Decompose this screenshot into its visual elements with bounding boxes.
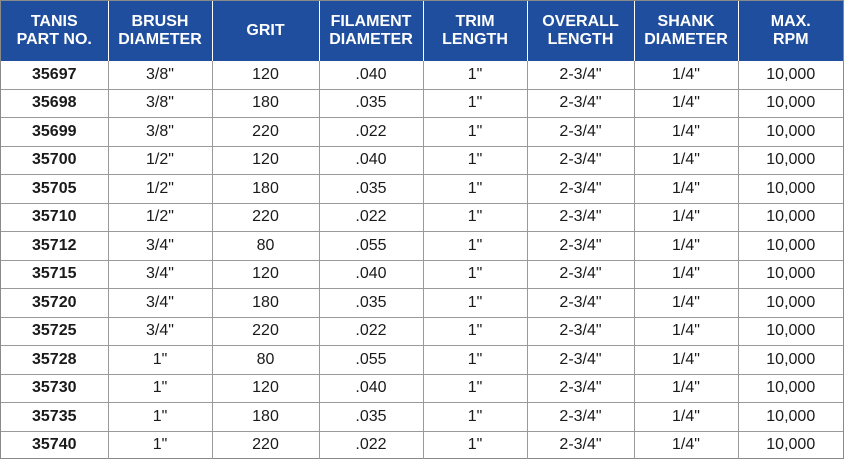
cell-brush-diameter: 1"	[108, 431, 212, 459]
header-line: MAX.	[770, 13, 811, 30]
cell-brush-diameter: 3/4"	[108, 260, 212, 289]
cell-overall-length: 2-3/4"	[527, 175, 634, 204]
cell-part-no: 35740	[1, 431, 108, 459]
table-row	[1, 289, 843, 318]
cell-trim-length: 1"	[423, 374, 527, 403]
table-row	[1, 317, 843, 346]
cell-max-rpm: 10,000	[738, 374, 843, 403]
cell-brush-diameter: 3/8"	[108, 118, 212, 147]
table-header	[1, 1, 843, 61]
cell-shank-diameter: 1/4"	[634, 260, 738, 289]
cell-grit: 120	[212, 260, 319, 289]
header-line: LENGTH	[442, 31, 508, 48]
table-row	[1, 175, 843, 204]
cell-max-rpm: 10,000	[738, 260, 843, 289]
cell-brush-diameter: 1"	[108, 374, 212, 403]
cell-filament-diameter: .035	[319, 289, 423, 318]
cell-brush-diameter: 3/4"	[108, 317, 212, 346]
cell-max-rpm: 10,000	[738, 146, 843, 175]
header-line: OVERALL	[542, 13, 619, 30]
cell-overall-length: 2-3/4"	[527, 403, 634, 432]
cell-max-rpm: 10,000	[738, 289, 843, 318]
cell-overall-length: 2-3/4"	[527, 260, 634, 289]
cell-part-no: 35705	[1, 175, 108, 204]
cell-max-rpm: 10,000	[738, 89, 843, 118]
cell-max-rpm: 10,000	[738, 346, 843, 375]
table-row	[1, 146, 843, 175]
cell-filament-diameter: .040	[319, 374, 423, 403]
cell-part-no: 35712	[1, 232, 108, 261]
cell-grit: 120	[212, 61, 319, 89]
cell-brush-diameter: 1"	[108, 346, 212, 375]
header-line: TANIS	[30, 13, 78, 30]
cell-grit: 180	[212, 89, 319, 118]
cell-max-rpm: 10,000	[738, 118, 843, 147]
cell-brush-diameter: 1/2"	[108, 203, 212, 232]
header-line: PART NO.	[16, 31, 92, 48]
cell-shank-diameter: 1/4"	[634, 89, 738, 118]
cell-shank-diameter: 1/4"	[634, 289, 738, 318]
cell-filament-diameter: .022	[319, 118, 423, 147]
cell-max-rpm: 10,000	[738, 61, 843, 89]
cell-shank-diameter: 1/4"	[634, 232, 738, 261]
cell-max-rpm: 10,000	[738, 175, 843, 204]
cell-overall-length: 2-3/4"	[527, 289, 634, 318]
table-row	[1, 89, 843, 118]
cell-filament-diameter: .022	[319, 431, 423, 459]
header-row	[1, 1, 843, 61]
header-trim-length	[423, 1, 527, 61]
cell-trim-length: 1"	[423, 403, 527, 432]
cell-filament-diameter: .055	[319, 346, 423, 375]
header-line: BRUSH	[131, 13, 189, 30]
cell-trim-length: 1"	[423, 146, 527, 175]
cell-part-no: 35720	[1, 289, 108, 318]
cell-brush-diameter: 1/2"	[108, 175, 212, 204]
cell-part-no: 35710	[1, 203, 108, 232]
cell-part-no: 35728	[1, 346, 108, 375]
cell-part-no: 35735	[1, 403, 108, 432]
header-filament-diameter	[319, 1, 423, 61]
cell-shank-diameter: 1/4"	[634, 403, 738, 432]
cell-overall-length: 2-3/4"	[527, 317, 634, 346]
cell-shank-diameter: 1/4"	[634, 317, 738, 346]
header-line: RPM	[772, 31, 809, 48]
cell-shank-diameter: 1/4"	[634, 146, 738, 175]
cell-max-rpm: 10,000	[738, 317, 843, 346]
cell-overall-length: 2-3/4"	[527, 118, 634, 147]
cell-part-no: 35725	[1, 317, 108, 346]
header-line: GRIT	[246, 22, 285, 39]
header-overall-length	[527, 1, 634, 61]
cell-overall-length: 2-3/4"	[527, 232, 634, 261]
cell-grit: 180	[212, 403, 319, 432]
cell-trim-length: 1"	[423, 317, 527, 346]
cell-part-no: 35698	[1, 89, 108, 118]
table-row	[1, 232, 843, 261]
header-line: LENGTH	[547, 31, 614, 48]
cell-overall-length: 2-3/4"	[527, 89, 634, 118]
cell-shank-diameter: 1/4"	[634, 175, 738, 204]
cell-overall-length: 2-3/4"	[527, 346, 634, 375]
cell-brush-diameter: 3/8"	[108, 89, 212, 118]
header-line: DIAMETER	[644, 31, 728, 48]
table-body	[1, 61, 843, 459]
cell-filament-diameter: .040	[319, 61, 423, 89]
cell-part-no: 35730	[1, 374, 108, 403]
cell-trim-length: 1"	[423, 61, 527, 89]
cell-shank-diameter: 1/4"	[634, 431, 738, 459]
header-brush-diameter	[108, 1, 212, 61]
cell-brush-diameter: 3/4"	[108, 232, 212, 261]
cell-filament-diameter: .022	[319, 317, 423, 346]
table-row	[1, 118, 843, 147]
header-line: DIAMETER	[118, 31, 202, 48]
cell-part-no: 35697	[1, 61, 108, 89]
cell-filament-diameter: .040	[319, 146, 423, 175]
cell-trim-length: 1"	[423, 346, 527, 375]
cell-part-no: 35715	[1, 260, 108, 289]
cell-brush-diameter: 3/4"	[108, 289, 212, 318]
cell-shank-diameter: 1/4"	[634, 374, 738, 403]
cell-brush-diameter: 1/2"	[108, 146, 212, 175]
table-row	[1, 260, 843, 289]
cell-trim-length: 1"	[423, 118, 527, 147]
cell-grit: 220	[212, 203, 319, 232]
cell-filament-diameter: .022	[319, 203, 423, 232]
cell-trim-length: 1"	[423, 260, 527, 289]
cell-filament-diameter: .035	[319, 175, 423, 204]
cell-grit: 180	[212, 175, 319, 204]
cell-max-rpm: 10,000	[738, 431, 843, 459]
cell-trim-length: 1"	[423, 289, 527, 318]
header-line: SHANK	[657, 13, 715, 30]
cell-shank-diameter: 1/4"	[634, 118, 738, 147]
cell-filament-diameter: .035	[319, 89, 423, 118]
cell-filament-diameter: .035	[319, 403, 423, 432]
header-part-no	[1, 1, 108, 61]
cell-trim-length: 1"	[423, 89, 527, 118]
cell-overall-length: 2-3/4"	[527, 431, 634, 459]
cell-max-rpm: 10,000	[738, 232, 843, 261]
cell-overall-length: 2-3/4"	[527, 374, 634, 403]
cell-trim-length: 1"	[423, 203, 527, 232]
cell-part-no: 35699	[1, 118, 108, 147]
table-row	[1, 203, 843, 232]
product-spec-table	[1, 1, 843, 459]
header-max-rpm	[738, 1, 843, 61]
table-row	[1, 346, 843, 375]
cell-overall-length: 2-3/4"	[527, 146, 634, 175]
cell-shank-diameter: 1/4"	[634, 203, 738, 232]
cell-part-no: 35700	[1, 146, 108, 175]
cell-trim-length: 1"	[423, 431, 527, 459]
header-line: FILAMENT	[330, 13, 412, 30]
header-line: DIAMETER	[329, 31, 413, 48]
cell-shank-diameter: 1/4"	[634, 346, 738, 375]
cell-grit: 180	[212, 289, 319, 318]
header-line: TRIM	[455, 13, 495, 30]
cell-grit: 220	[212, 317, 319, 346]
cell-trim-length: 1"	[423, 232, 527, 261]
cell-grit: 80	[212, 346, 319, 375]
cell-brush-diameter: 3/8"	[108, 61, 212, 89]
cell-overall-length: 2-3/4"	[527, 203, 634, 232]
cell-max-rpm: 10,000	[738, 203, 843, 232]
header-grit	[212, 1, 319, 61]
table-row	[1, 403, 843, 432]
cell-brush-diameter: 1"	[108, 403, 212, 432]
table-row	[1, 431, 843, 459]
cell-grit: 120	[212, 146, 319, 175]
header-shank-diameter	[634, 1, 738, 61]
cell-trim-length: 1"	[423, 175, 527, 204]
table-row	[1, 61, 843, 89]
cell-max-rpm: 10,000	[738, 403, 843, 432]
cell-grit: 80	[212, 232, 319, 261]
cell-filament-diameter: .055	[319, 232, 423, 261]
cell-overall-length: 2-3/4"	[527, 61, 634, 89]
cell-filament-diameter: .040	[319, 260, 423, 289]
cell-grit: 220	[212, 431, 319, 459]
cell-shank-diameter: 1/4"	[634, 61, 738, 89]
cell-grit: 220	[212, 118, 319, 147]
cell-grit: 120	[212, 374, 319, 403]
table-row	[1, 374, 843, 403]
